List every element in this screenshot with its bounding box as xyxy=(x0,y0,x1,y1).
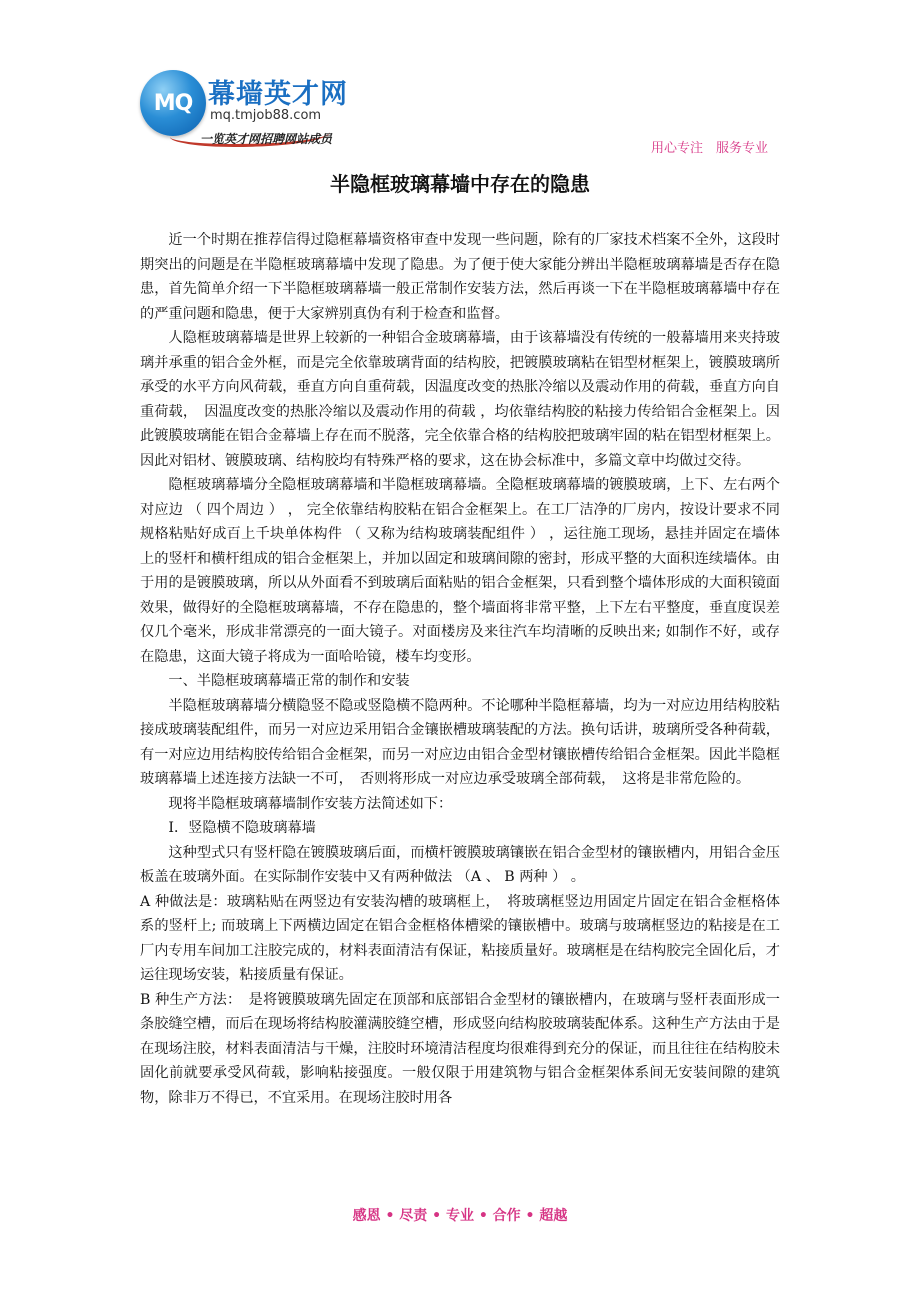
paragraph: 人隐框玻璃幕墙是世界上较新的一种铝合金玻璃幕墙，由于该幕墙没有传统的一般幕墙用来夹持玻璃并承重的铝合金外框，而是完全依靠玻璃背面的结构胶，把镀膜玻璃粘在铝型材框架上，镀膜玻璃所承受的水平方向风荷载，垂直方向自重荷载，因温度改变的热胀冷缩以及震动作用的荷载，垂直方向自重荷载， 因温度改变的热胀冷缩以及震动作用的荷载 ，均依靠结构胶的粘接力传给铝合金框架上。因此镀膜玻璃能在铝合金幕墙上存在而不脱落，完全依靠合格的结构胶把玻璃牢固的粘在铝型材框架上。因此对铝材、镀膜玻璃、结构胶均有特殊严格的要求，这在协会标准中，多篇文章中均做过交待。 xyxy=(140,330,780,469)
paragraph: 现将半隐框玻璃幕墙制作安装方法简述如下： xyxy=(168,795,453,812)
document-body xyxy=(140,228,780,1110)
footer-motto: 感恩 • 尽责 • 专业 • 合作 • 超越 xyxy=(352,1208,568,1224)
paragraph: 隐框玻璃幕墙分全隐框玻璃幕墙和半隐框玻璃幕墙。全隐框玻璃幕墙的镀膜玻璃，上下、左右两个对应边 （ 四个周边 ） ， 完全依靠结构胶粘在铝合金框架上。在工厂洁净的厂房内，按设计要求不同规格粘贴好成百上千块单体构件 （ 又称为结构玻璃装配组件 ） ，运往施工现场，悬挂并固定在墙体上的竖杆和横杆组成的铝合金框架上，并加以固定和玻璃间隙的密封，形成平整的大面积连续墙体。由于用的是镀膜玻璃，所以从外面看不到玻璃后面粘贴的铝合金框架，只看到整个墙体形成的大面积镜面效果，做得好的全隐框玻璃幕墙，不存在隐患的，整个墙面将非常平整，上下左右平整度，垂直度误差仅几个毫米，形成非常漂亮的一面大镜子。对面楼房及来往汽车均清晰的反映出来; 如制作不好，或存在隐患，这面大镜子将成为一面哈哈镜，楼车均变形。 xyxy=(140,477,780,665)
logo-mark: MQ xyxy=(140,70,206,136)
logo-brand-name: 幕墙英才网 xyxy=(208,79,348,110)
paragraph: 这种型式只有竖杆隐在镀膜玻璃后面，而横杆镀膜玻璃镶嵌在铝合金型材的镶嵌槽内，用铝合金压板盖在玻璃外面。在实际制作安装中又有两种做法 （A 、 B 两种 ） 。 xyxy=(140,844,780,885)
logo-url: mq.tmjob88.com xyxy=(210,108,322,123)
paragraph: A 种做法是：玻璃粘贴在两竖边有安装沟槽的玻璃框上， 将玻璃框竖边用固定片固定在铝合金框格体系的竖杆上; 而玻璃上下两横边固定在铝合金框格体槽梁的镶嵌槽中。玻璃与玻璃框竖边的粘接是在工厂内专用车间加工注胶完成的，材料表面清洁有保证，粘接质量好。玻璃框是在结构胶完全固化后，才运往现场安装，粘接质量有保证。 xyxy=(140,893,780,983)
header-slogan: 用心专注 服务专业 xyxy=(650,141,768,156)
paragraph: 半隐框玻璃幕墙分横隐竖不隐或竖隐横不隐两种。不论哪种半隐框幕墙，均为一对应边用结构胶粘接成玻璃装配组件，而另一对应边采用铝合金镶嵌槽玻璃装配的方法。换句话讲，玻璃所受各种荷载，有一对应边用结构胶传给铝合金框架，而另一对应边由铝合金型材镶嵌槽传给铝合金框架。因此半隐框玻璃幕墙上述连接方法缺一不可， 否则将形成一对应边承受玻璃全部荷载， 这将是非常危险的。 xyxy=(140,697,780,787)
subsection-heading: Ⅰ．竖隐横不隐玻璃幕墙 xyxy=(168,820,316,836)
paragraph: B 种生产方法： 是将镀膜玻璃先固定在顶部和底部铝合金型材的镶嵌槽内，在玻璃与竖杆表面形成一条胶缝空槽，而后在现场将结构胶灌满胶缝空槽，形成竖向结构胶玻璃装配体系。这种生产方法由于是在现场注胶，材料表面清洁与干燥，注胶时环境清洁程度均很难得到充分的保证，而且往往在结构胶未固化前就要承受风荷载，影响粘接强度。一般仅限于用建筑物与铝合金框架体系间无安装间隙的建筑物，除非万不得已，不宜采用。在现场注胶时用各 xyxy=(140,991,780,1106)
paragraph: 近一个时期在推荐信得过隐框幕墙资格审查中发现一些问题，除有的厂家技术档案不全外，这段时期突出的问题是在半隐框玻璃幕墙中发现了隐患。为了便于使大家能分辨出半隐框玻璃幕墙是否存在隐患，首先简单介绍一下半隐框玻璃幕墙一般正常制作安装方法，然后再谈一下在半隐框玻璃幕墙中存在的严重问题和隐患，便于大家辨别真伪有利于检查和监督。 xyxy=(140,232,780,322)
document-title: 半隐框玻璃幕墙中存在的隐患 xyxy=(330,172,590,196)
logo-tagline: 一览英才网招聘网站成员 xyxy=(200,132,333,146)
section-heading: 一、半隐框玻璃幕墙正常的制作和安装 xyxy=(168,673,410,689)
company-logo xyxy=(140,64,400,154)
